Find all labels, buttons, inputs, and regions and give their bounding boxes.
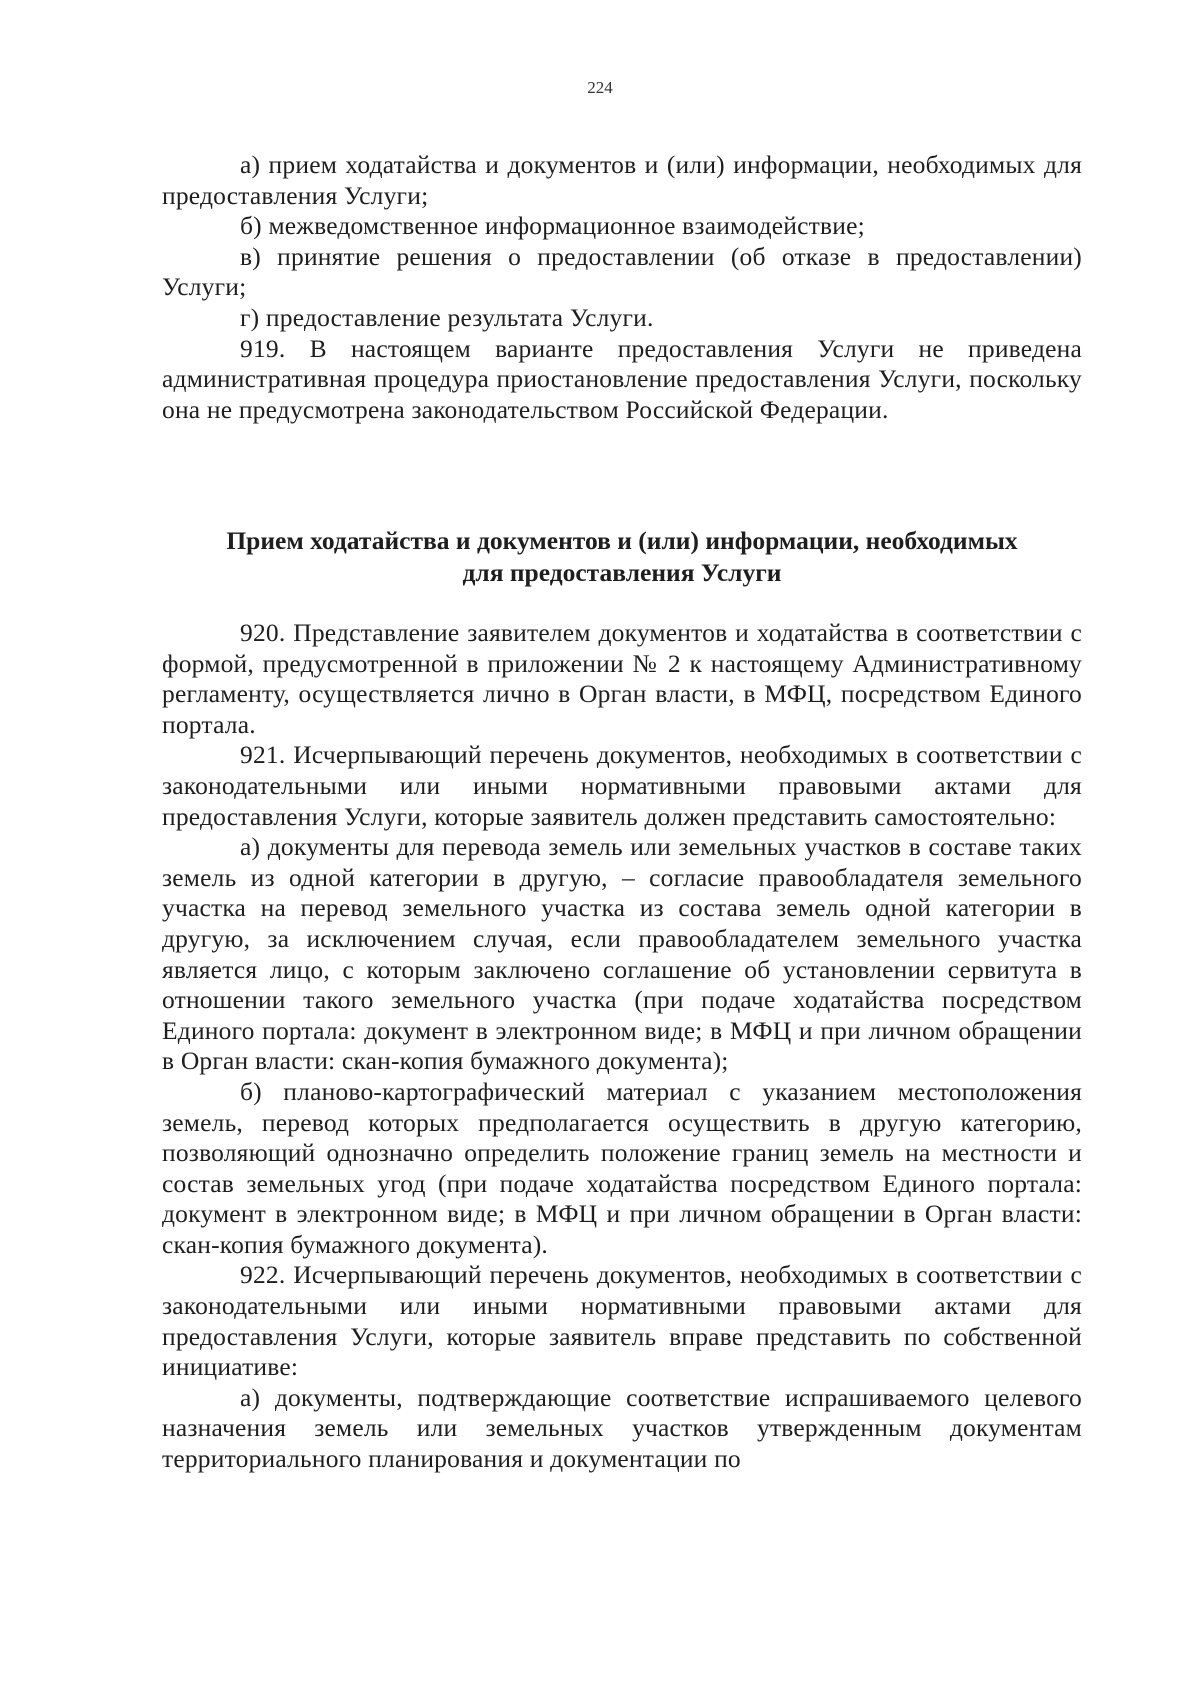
paragraph-922: 922. Исчерпывающий перечень документов, необходимых в соответствии с законодательными или иными нормативными правовыми актами для предоставления Услуги, которые заявитель вправе представить по собственной инициативе:	[162, 1260, 1082, 1382]
paragraph-item-c: в) принятие решения о предоставлении (об отказе в предоставлении) Услуги;	[162, 241, 1082, 302]
paragraph-921: 921. Исчерпывающий перечень документов, необходимых в соответствии с законодательными или иными нормативными правовыми актами для предоставления Услуги, которые заявитель должен представить самостоятельно:	[162, 740, 1082, 831]
paragraph-920: 920. Представление заявителем документов и ходатайства в соответствии с формой, предусмотренной в приложении № 2 к настоящему Административному регламенту, осуществляется лично в Орган власти, в МФЦ, посредством Единого портала.	[162, 618, 1082, 739]
section-heading-line-2: для предоставления Услуги	[462, 558, 782, 587]
main-text-block	[162, 618, 1082, 1475]
page-number: 224	[587, 78, 613, 97]
paragraph-921-item-a: а) документы для перевода земель или земельных участков в составе таких земель из одной категории в другую, – согласие правообладателя земельного участка на перевод земельного участка из состава земель одной категории в другую, за исключением случая, если правообладателем земельного участка является лицо, с которым заключено соглашение об установлении сервитута в отношении такого земельного участка (при подаче ходатайства посредством Единого портала: документ в электронном виде; в МФЦ и при личном обращении в Орган власти: скан-копия бумажного документа);	[162, 832, 1082, 1076]
paragraph-919: 919. В настоящем варианте предоставления Услуги не приведена административная процедура приостановление предоставления Услуги, поскольку она не предусмотрена законодательством Российской Федерации.	[162, 333, 1082, 424]
paragraph-921-item-b: б) планово-картографический материал с указанием местоположения земель, перевод которых предполагается осуществить в другую категорию, позволяющий однозначно определить положение границ земель на местности и состав земельных угод (при подаче ходатайства посредством Единого портала: документ в электронном виде; в МФЦ и при личном обращении в Орган власти: скан-копия бумажного документа).	[162, 1076, 1082, 1259]
section-heading	[162, 525, 1082, 589]
paragraph-item-a: а) прием ходатайства и документов и (или) информации, необходимых для предоставления Услуги;	[162, 150, 1082, 210]
paragraph-item-b: б) межведомственное информационное взаимодействие;	[240, 211, 865, 241]
top-text-block	[162, 150, 1082, 425]
section-heading-line-1: Прием ходатайства и документов и (или) информации, необходимых	[226, 526, 1018, 555]
paragraph-item-d: г) предоставление результата Услуги.	[240, 302, 654, 332]
paragraph-922-item-a: а) документы, подтверждающие соответствие испрашиваемого целевого назначения земель или земельных участков утвержденным документам территориального планирования и документации по	[162, 1382, 1082, 1474]
